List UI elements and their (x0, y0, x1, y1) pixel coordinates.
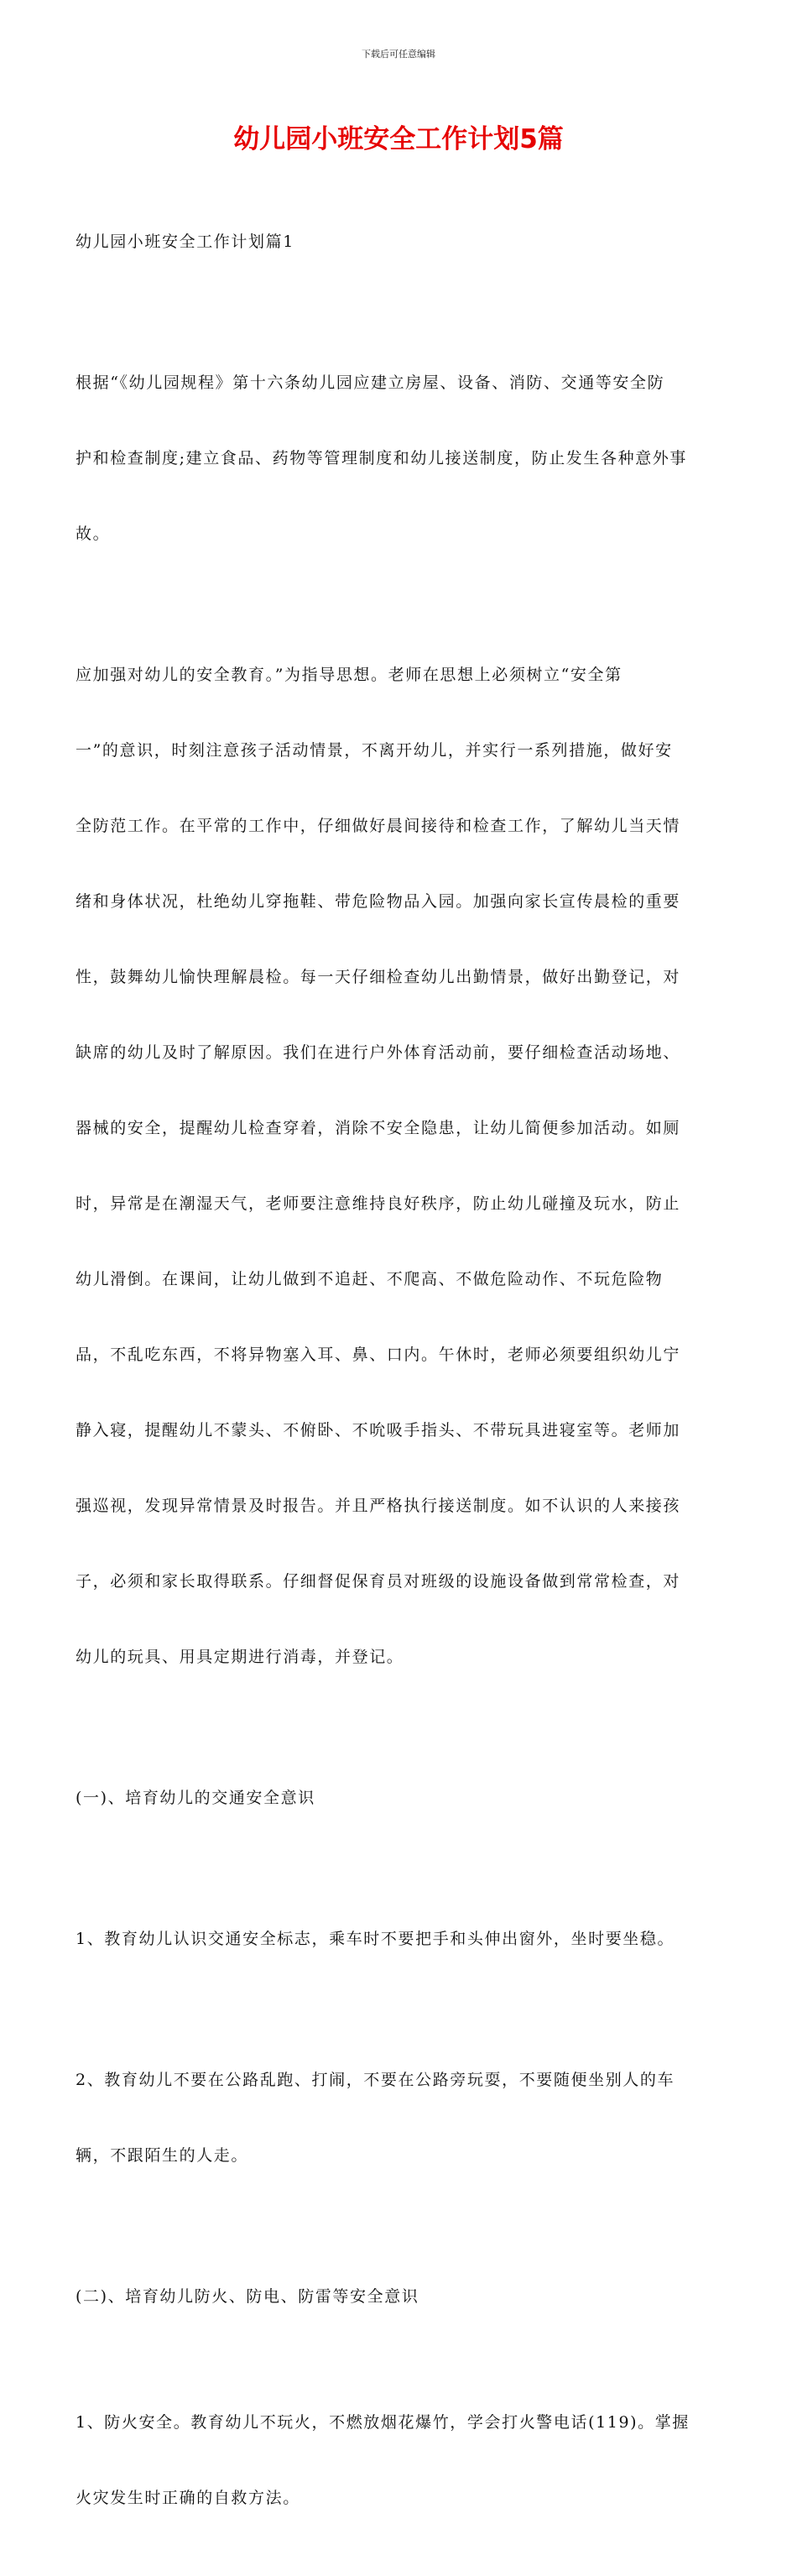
text-line: 幼儿的玩具、用具定期进行消毒，并登记。 (76, 1648, 404, 1666)
header-note: 下载后可任意编辑 (362, 49, 435, 60)
text-line: 幼儿园小班安全工作计划篇1 (76, 233, 294, 251)
text-line: 火灾发生时正确的自救方法。 (76, 2489, 300, 2507)
text-line: 2、教育幼儿不要在公路乱跑、打闹，不要在公路旁玩耍，不要随便坐别人的车 (76, 2071, 675, 2089)
list-item-fire-1 (76, 2359, 726, 2561)
text-line: 静入寝，提醒幼儿不蒙头、不俯卧、不吮吸手指头、不带玩具进寝室等。老师加 (76, 1421, 681, 1440)
text-line: 护和检查制度;建立食品、药物等管理制度和幼儿接送制度，防止发生各种意外事 (76, 449, 688, 468)
list-item-traffic-1 (76, 1876, 726, 2002)
text-line: 辆，不跟陌生的人走。 (76, 2146, 249, 2165)
text-line: 时，异常是在潮湿天气，老师要注意维持良好秩序，防止幼儿碰撞及玩水，防止 (76, 1194, 681, 1213)
subheading-traffic-safety (76, 1735, 726, 1861)
subheading-fire-electric-safety (76, 2234, 726, 2359)
text-line: (二)、培育幼儿防火、防电、防雷等安全意识 (76, 2287, 419, 2306)
text-line: 故。 (76, 525, 111, 543)
text-line: 一”的意识，时刻注意孩子活动情景，不离开幼儿，并实行一系列措施，做好安 (76, 741, 673, 760)
section-heading-plan-1 (76, 179, 726, 305)
text-line: 全防范工作。在平常的工作中，仔细做好晨间接待和检查工作，了解幼儿当天情 (76, 817, 681, 835)
text-line: 根据“《幼儿园规程》第十六条幼儿园应建立房屋、设备、消防、交通等安全防 (76, 374, 665, 392)
text-line: 1、教育幼儿认识交通安全标志，乘车时不要把手和头伸出窗外，坐时要坐稳。 (76, 1930, 675, 1948)
text-line: 缺席的幼儿及时了解原因。我们在进行户外体育活动前，要仔细检查活动场地、 (76, 1043, 681, 1062)
text-line: (一)、培育幼儿的交通安全意识 (76, 1789, 315, 1807)
text-line: 幼儿滑倒。在课间，让幼儿做到不追赶、不爬高、不做危险动作、不玩危险物 (76, 1270, 664, 1288)
document-title: 幼儿园小班安全工作计划5篇 (233, 124, 564, 154)
text-line: 强巡视，发现异常情景及时报告。并且严格执行接送制度。如不认识的人来接孩 (76, 1497, 681, 1515)
text-line: 性，鼓舞幼儿愉快理解晨检。每一天仔细检查幼儿出勤情景，做好出勤登记，对 (76, 968, 681, 986)
text-line: 器械的安全，提醒幼儿检查穿着，消除不安全隐患，让幼儿简便参加活动。如厕 (76, 1119, 681, 1137)
text-line: 1、防火安全。教育幼儿不玩火，不燃放烟花爆竹，学会打火警电话(119)。掌握 (76, 2413, 690, 2432)
document-body (76, 179, 726, 2576)
list-item-traffic-2 (76, 2017, 726, 2218)
text-line: 品，不乱吃东西，不将异物塞入耳、鼻、口内。午休时，老师必须要组织幼儿宁 (76, 1345, 681, 1364)
text-line: 应加强对幼儿的安全教育。”为指导思想。老师在思想上必须树立“安全第 (76, 666, 622, 684)
paragraph-safety-education (76, 612, 726, 1720)
text-line: 绪和身体状况，杜绝幼儿穿拖鞋、带危险物品入园。加强向家长宣传晨检的重要 (76, 892, 681, 911)
text-line: 子，必须和家长取得联系。仔细督促保育员对班级的设施设备做到常常检查，对 (76, 1572, 681, 1591)
paragraph-regulation (76, 320, 726, 597)
